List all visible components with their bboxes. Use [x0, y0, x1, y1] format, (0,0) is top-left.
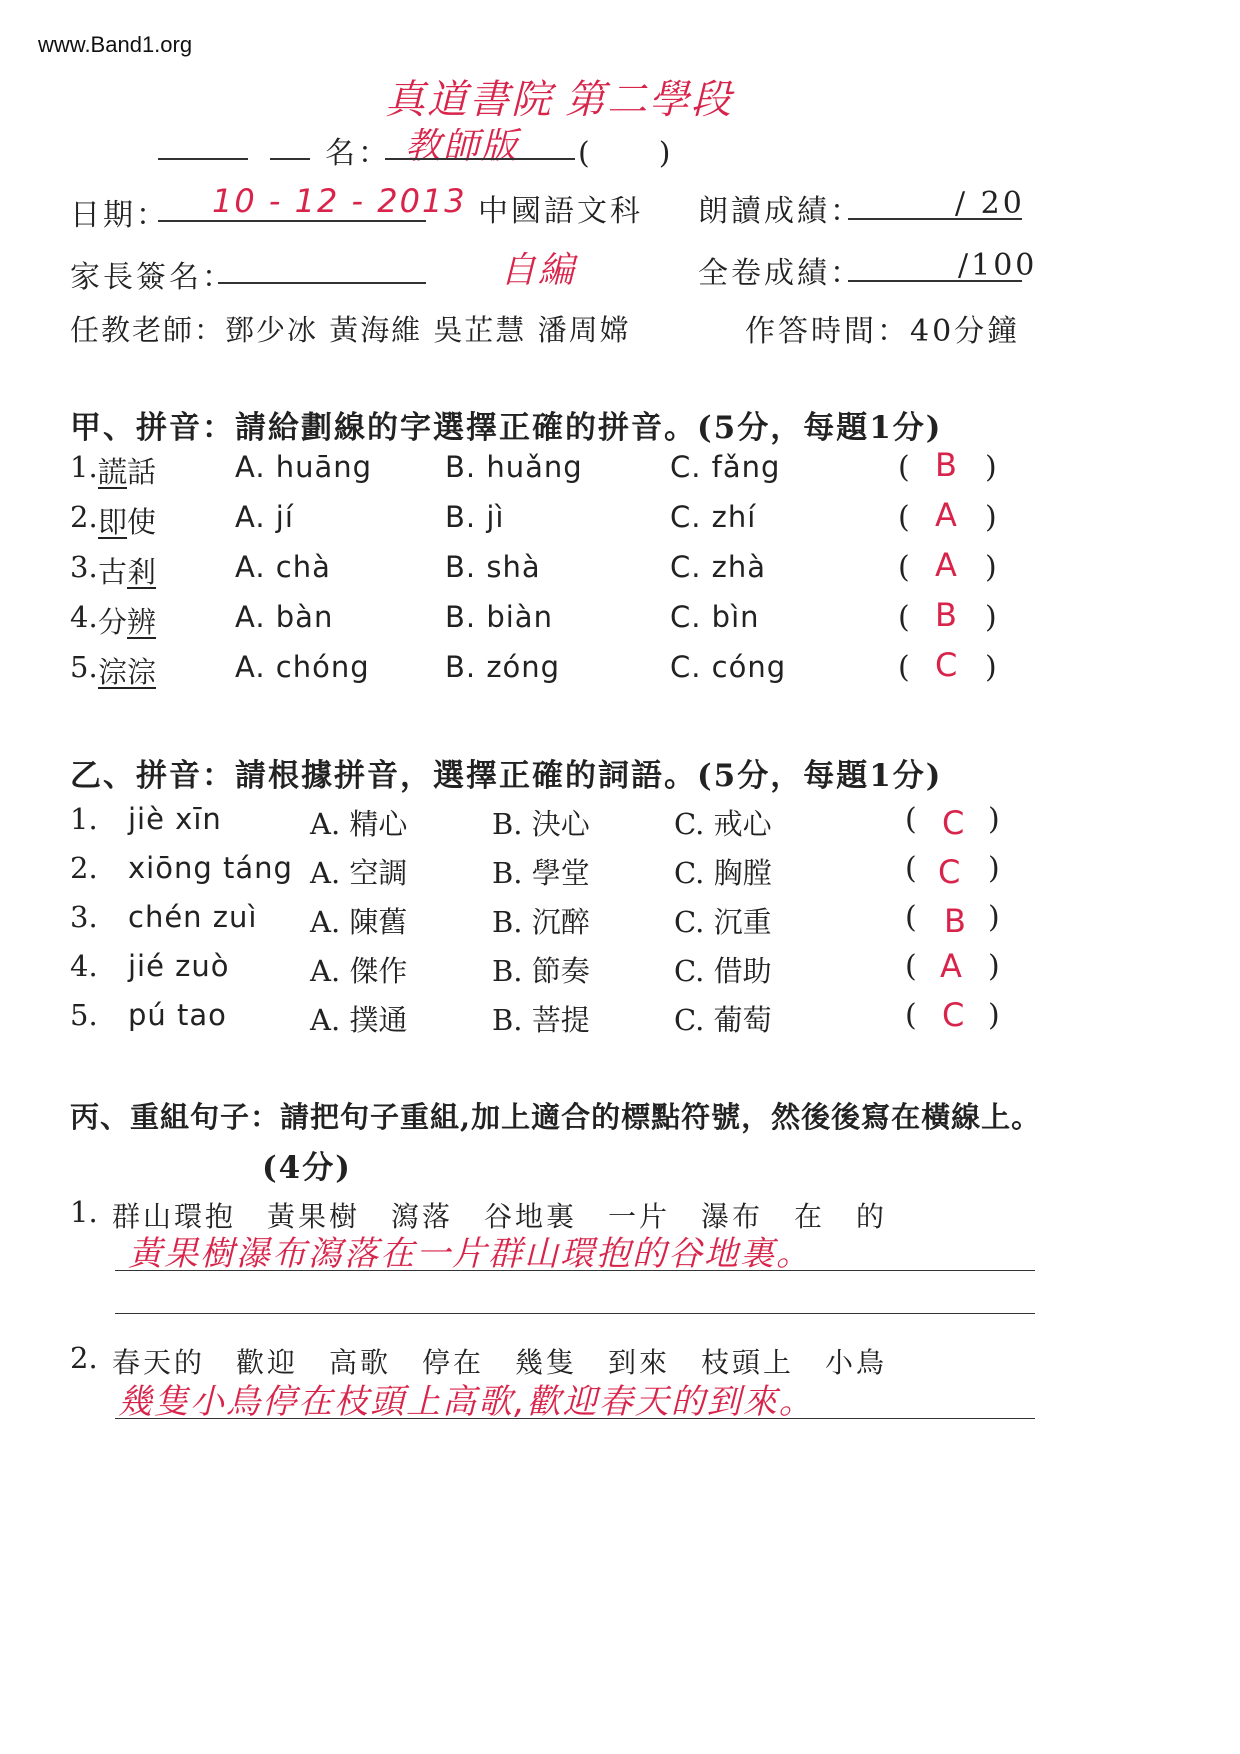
- option-b: B. 學堂: [492, 856, 590, 890]
- question-number: 1.: [70, 1195, 98, 1229]
- answer-mark: B: [935, 596, 957, 634]
- option-b: B. 沉醉: [492, 905, 590, 939]
- option-a: A. bàn: [235, 600, 334, 634]
- answer-mark: A: [935, 546, 957, 584]
- question-number: 1.: [70, 450, 98, 484]
- class-field-line: [158, 158, 248, 160]
- option-b: B. biàn: [445, 600, 553, 634]
- answer-paren-close: ): [988, 998, 1000, 1033]
- question-number: 5.: [70, 998, 98, 1032]
- section1-question: [0, 646, 1240, 700]
- option-b: B. jì: [445, 500, 505, 534]
- pinyin-prompt: jié zuò: [128, 949, 230, 983]
- option-a: A. chà: [235, 550, 331, 584]
- answer-mark: C: [942, 996, 965, 1034]
- question-number: 3.: [70, 550, 98, 584]
- option-c: C. 胸膛: [674, 856, 772, 890]
- option-c: C. fǎng: [670, 450, 781, 484]
- option-c: C. zhí: [670, 500, 757, 534]
- pinyin-prompt: jiè xīn: [128, 802, 222, 836]
- section1-question: [0, 596, 1240, 650]
- section1-title: 甲、拼音：請給劃線的字選擇正確的拼音。(5分，每題1分): [70, 410, 943, 446]
- answer-paren-close: ): [985, 600, 997, 635]
- question-number: 5.: [70, 650, 98, 684]
- option-c: C. bìn: [670, 600, 760, 634]
- option-c: C. zhà: [670, 550, 767, 584]
- question-word: 分辨: [98, 605, 157, 639]
- name-label: 名：: [325, 136, 391, 171]
- answer-paren-close: ): [988, 949, 1000, 984]
- section3-title: 丙、重組句子：請把句子重組,加上適合的標點符號，然後後寫在橫線上。: [70, 1100, 1042, 1134]
- date-label: 日期：: [70, 198, 169, 233]
- answer-paren-open: (: [898, 600, 910, 635]
- answer-paren-open: (: [905, 900, 917, 935]
- answer-paren-close: ): [985, 550, 997, 585]
- pinyin-prompt: xiōng táng: [128, 851, 293, 885]
- option-a: A. 精心: [310, 807, 408, 841]
- answer-paren-open: (: [905, 949, 917, 984]
- answer-mark: C: [935, 646, 958, 684]
- question-word: 即使: [98, 505, 157, 539]
- answer-mark: B: [935, 446, 957, 484]
- answer-paren-close: ): [985, 650, 997, 685]
- option-b: B. shà: [445, 550, 541, 584]
- question-number: 4.: [70, 949, 98, 983]
- term-name: 第二學段: [565, 77, 733, 123]
- scrambled-words: 春天的 歡迎 高歌 停在 幾隻 到來 枝頭上 小鳥: [112, 1346, 888, 1379]
- answer-paren-close: ): [988, 900, 1000, 935]
- option-b: B. 節奏: [492, 954, 590, 988]
- handwritten-answer: 幾隻小鳥停在枝頭上高歌,歡迎春天的到來。: [118, 1382, 815, 1422]
- parent-signature-label: 家長簽名：: [70, 260, 235, 295]
- pinyin-prompt: pú tao: [128, 998, 227, 1032]
- option-c: C. 葡萄: [674, 1003, 772, 1037]
- subject-label: 中國語文科: [478, 194, 643, 229]
- answer-paren-open: (: [905, 802, 917, 837]
- date-value: 10 - 12 - 2013: [212, 182, 467, 220]
- question-number: 2.: [70, 500, 98, 534]
- option-a: A. huāng: [235, 450, 373, 484]
- answer-mark: A: [935, 496, 957, 534]
- answer-paren-close: ): [988, 851, 1000, 886]
- answer-paren-open: (: [898, 500, 910, 535]
- answer-paren-open: (: [898, 450, 910, 485]
- answer-paren-close: ): [988, 802, 1000, 837]
- teachers: 任教老師：鄧少冰 黃海維 吳芷慧 潘周嫦: [70, 313, 631, 347]
- section2-question: [0, 949, 1240, 999]
- section2-question: [0, 998, 1240, 1048]
- question-number: 2.: [70, 851, 98, 885]
- seat-paren: ( ): [578, 136, 674, 171]
- answer-paren-open: (: [905, 851, 917, 886]
- option-b: B. zóng: [445, 650, 561, 684]
- answer-mark: C: [938, 853, 961, 891]
- answer-paren-close: ): [985, 500, 997, 535]
- option-a: A. 陳舊: [310, 905, 408, 939]
- answer-paren-open: (: [898, 550, 910, 585]
- answer-paren-close: ): [985, 450, 997, 485]
- self-made-note: 自編: [500, 250, 577, 291]
- question-word: 古剎: [98, 555, 157, 589]
- answer-line: [115, 1313, 1035, 1314]
- option-c: C. 借助: [674, 954, 772, 988]
- option-b: B. huǎng: [445, 450, 583, 484]
- section3-marks: (4分): [262, 1150, 352, 1186]
- section1-question: [0, 496, 1240, 550]
- answer-time: 作答時間：40分鐘: [745, 314, 1021, 349]
- question-number: 4.: [70, 600, 98, 634]
- reading-score-total: / 20: [955, 186, 1025, 221]
- site-url: www.Band1.org: [38, 32, 193, 57]
- option-a: A. jí: [235, 500, 294, 534]
- option-a: A. 撲通: [310, 1003, 408, 1037]
- section2-question: [0, 851, 1240, 901]
- parent-signature-line: [218, 282, 426, 284]
- answer-paren-open: (: [898, 650, 910, 685]
- section1-question: [0, 546, 1240, 600]
- option-b: B. 決心: [492, 807, 590, 841]
- reading-score-label: 朗讀成績：: [698, 194, 863, 229]
- section2-title: 乙、拼音：請根據拼音，選擇正確的詞語。(5分，每題1分): [70, 758, 943, 794]
- option-c: C. 戒心: [674, 807, 772, 841]
- answer-line: [115, 1418, 1035, 1419]
- number-field-line: [270, 158, 310, 160]
- question-word: 謊話: [98, 455, 157, 489]
- handwritten-answer: 黃果樹瀑布瀉落在一片群山環抱的谷地裏。: [128, 1234, 812, 1274]
- answer-mark: A: [940, 947, 962, 985]
- name-value: 教師版: [405, 126, 520, 167]
- option-a: A. 空調: [310, 856, 408, 890]
- date-field-line: [158, 220, 426, 222]
- option-c: C. cóng: [670, 650, 787, 684]
- answer-mark: C: [942, 804, 965, 842]
- school-name: 真道書院: [385, 77, 553, 123]
- scrambled-words: 群山環抱 黃果樹 瀉落 谷地裏 一片 瀑布 在 的: [112, 1200, 888, 1233]
- option-b: B. 菩提: [492, 1003, 590, 1037]
- section2-question: [0, 802, 1240, 852]
- section2-question: [0, 900, 1240, 950]
- question-word: 淙淙: [98, 655, 157, 689]
- option-a: A. chóng: [235, 650, 370, 684]
- option-c: C. 沉重: [674, 905, 772, 939]
- name-field-line: [385, 158, 575, 160]
- answer-mark: B: [944, 902, 966, 940]
- answer-paren-open: (: [905, 998, 917, 1033]
- option-a: A. 傑作: [310, 954, 408, 988]
- total-score-label: 全卷成績：: [698, 256, 863, 291]
- pinyin-prompt: chén zuì: [128, 900, 258, 934]
- question-number: 3.: [70, 900, 98, 934]
- total-score-total: /100: [958, 248, 1038, 283]
- answer-line: [115, 1270, 1035, 1271]
- section1-question: [0, 446, 1240, 500]
- question-number: 2.: [70, 1341, 98, 1375]
- question-number: 1.: [70, 802, 98, 836]
